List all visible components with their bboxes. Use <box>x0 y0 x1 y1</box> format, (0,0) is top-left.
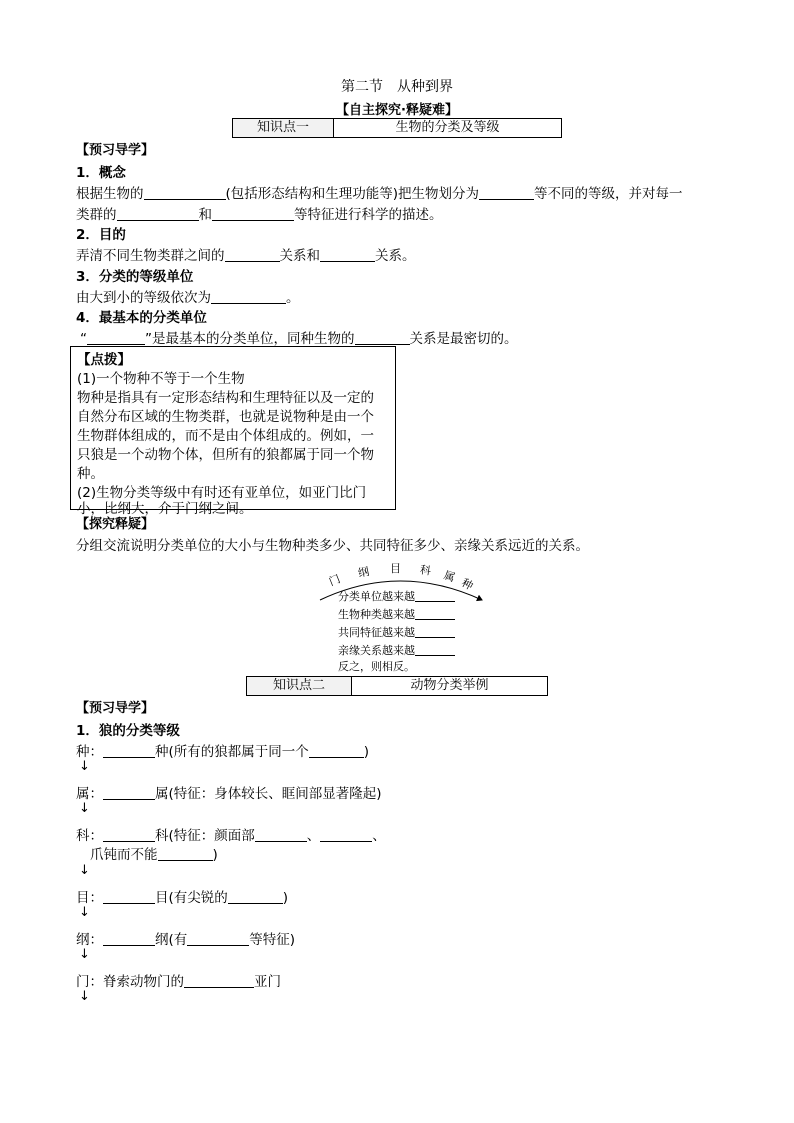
tip-heading: 【点拨】 <box>77 352 131 368</box>
fill-line <box>76 244 416 264</box>
knowledge-point-topic: 动物分类举例 <box>410 678 489 693</box>
fill-line <box>76 286 300 306</box>
text: 科(特征：颜面部 <box>155 828 255 844</box>
rank-line-family-cont <box>90 843 218 863</box>
text: 共同特征越来越 <box>338 626 415 639</box>
tip-line: 小，比纲大，介于门纲之间。 <box>77 501 253 517</box>
explore-text: 分组交流说明分类单位的大小与生物种类多少、共同特征多少、亲缘关系远近的关系。 <box>76 538 589 554</box>
text: ) <box>212 847 218 863</box>
answer-blank[interactable] <box>479 186 534 201</box>
down-arrow-icon: ↓ <box>79 947 90 962</box>
rank-line-order <box>76 886 288 906</box>
item-heading: 2．目的 <box>76 227 126 243</box>
text: 属(特征：身体较长、眶间部显著隆起) <box>155 786 382 802</box>
answer-blank[interactable] <box>117 207 199 222</box>
tip-box <box>70 346 396 517</box>
page-title: 第二节 从种到界 <box>341 79 453 95</box>
tip-line: 生物群体组成的，而不是由个体组成的。例如，一 <box>77 428 374 444</box>
item-heading: 3．分类的等级单位 <box>76 269 194 285</box>
text: 种(所有的狼都属于同一个 <box>155 744 309 760</box>
text: 由大到小的等级依次为 <box>76 290 211 306</box>
text: 门：脊索动物门的 <box>76 974 184 990</box>
text: 生物种类越来越 <box>338 608 415 621</box>
answer-blank[interactable] <box>103 828 155 843</box>
fill-line <box>76 203 443 223</box>
answer-blank[interactable] <box>309 744 364 759</box>
answer-blank[interactable] <box>211 290 286 305</box>
text: 科： <box>76 828 103 844</box>
arc-label: 目 <box>390 562 401 575</box>
tip-line: (1)一个物种不等于一个生物 <box>77 371 245 387</box>
section-heading-preview: 【预习导学】 <box>76 701 155 716</box>
text: 纲(有 <box>155 932 188 948</box>
answer-blank[interactable] <box>320 828 372 843</box>
answer-blank[interactable] <box>415 608 455 620</box>
answer-blank[interactable] <box>415 590 455 602</box>
diagram-line <box>338 588 455 604</box>
arc-label: 属 <box>442 568 457 585</box>
knowledge-point-label: 知识点二 <box>247 677 352 695</box>
text: 目： <box>76 890 103 906</box>
text: 类群的 <box>76 207 117 223</box>
knowledge-point-2-table <box>246 676 548 696</box>
tip-line: 物种是指具有一定形态结构和生理特征以及一定的 <box>77 390 374 406</box>
answer-blank[interactable] <box>187 932 249 947</box>
section-heading-explore: 【探究释疑】 <box>76 517 155 532</box>
text: 弄清不同生物类群之间的 <box>76 248 225 264</box>
answer-blank[interactable] <box>103 744 155 759</box>
tip-line: 自然分布区域的生物类群，也就是说物种是由一个 <box>77 409 374 425</box>
text: 。 <box>286 290 300 306</box>
rank-line-family <box>76 824 386 844</box>
text: 和 <box>198 207 212 223</box>
text: 等特征进行科学的描述。 <box>294 207 443 223</box>
text: 等不同的等级，并对每一 <box>534 186 683 202</box>
text: 关系。 <box>375 248 416 264</box>
answer-blank[interactable] <box>87 331 145 346</box>
arc-label: 种 <box>459 576 476 593</box>
answer-blank[interactable] <box>355 331 410 346</box>
item-heading: 4．最基本的分类单位 <box>76 310 207 326</box>
knowledge-point-1-table <box>232 118 562 138</box>
classification-diagram <box>310 560 500 672</box>
arc-label: 纲 <box>356 564 371 580</box>
diagram-line <box>338 606 455 622</box>
down-arrow-icon: ↓ <box>79 905 90 920</box>
text: 分类单位越来越 <box>338 590 415 603</box>
rank-line-species <box>76 740 369 760</box>
answer-blank[interactable] <box>103 786 155 801</box>
text: 亚门 <box>254 974 281 990</box>
answer-blank[interactable] <box>255 828 307 843</box>
tip-line: 种。 <box>77 466 104 482</box>
answer-blank[interactable] <box>103 890 155 905</box>
rank-line-phylum <box>76 970 281 990</box>
answer-blank[interactable] <box>212 207 294 222</box>
down-arrow-icon: ↓ <box>79 801 90 816</box>
page-subtitle: 【自主探究·释疑难】 <box>336 103 458 118</box>
text: ) <box>363 744 370 760</box>
tip-line: (2)生物分类等级中有时还有亚单位，如亚门比门 <box>77 485 367 501</box>
answer-blank[interactable] <box>320 248 375 263</box>
text: 、 <box>372 828 386 844</box>
answer-blank[interactable] <box>144 186 226 201</box>
answer-blank[interactable] <box>415 644 455 656</box>
fill-line <box>80 327 518 347</box>
diagram-line <box>338 624 455 640</box>
diagram-line: 反之，则相反。 <box>338 660 415 673</box>
answer-blank[interactable] <box>103 932 155 947</box>
knowledge-point-label: 知识点一 <box>233 119 334 137</box>
text: 、 <box>306 828 321 844</box>
answer-blank[interactable] <box>158 847 213 862</box>
arc-label: 门 <box>327 572 343 589</box>
answer-blank[interactable] <box>184 974 254 989</box>
fill-line <box>76 182 683 202</box>
text: ) <box>282 890 289 906</box>
text: ”是最基本的分类单位，同种生物的 <box>145 331 355 347</box>
text: (包括形态结构和生理功能等)把生物划分为 <box>225 186 480 202</box>
down-arrow-icon: ↓ <box>79 759 90 774</box>
text: 爪钝而不能 <box>90 847 158 863</box>
diagram-line <box>338 642 455 658</box>
arc-label: 科 <box>419 563 432 578</box>
down-arrow-icon: ↓ <box>79 863 90 878</box>
text: 亲缘关系越来越 <box>338 644 415 657</box>
down-arrow-icon: ↓ <box>79 989 90 1004</box>
text: 关系是最密切的。 <box>409 331 518 347</box>
rank-line-class <box>76 928 295 948</box>
text: 根据生物的 <box>76 186 144 202</box>
text: 属： <box>76 786 103 802</box>
text: 种： <box>76 744 103 760</box>
text: 纲： <box>76 932 103 948</box>
text: “ <box>80 331 87 347</box>
answer-blank[interactable] <box>228 890 283 905</box>
tip-line: 只狼是一个动物个体，但所有的狼都属于同一个物 <box>77 447 374 463</box>
rank-line-genus <box>76 782 382 802</box>
text: 等特征) <box>249 932 296 948</box>
answer-blank[interactable] <box>415 626 455 638</box>
item-heading: 1．概念 <box>76 165 126 181</box>
knowledge-point-topic: 生物的分类及等级 <box>395 120 500 135</box>
item-heading: 1．狼的分类等级 <box>76 723 180 739</box>
answer-blank[interactable] <box>225 248 280 263</box>
text: 目(有尖锐的 <box>155 890 228 906</box>
section-heading-preview: 【预习导学】 <box>76 143 155 158</box>
text: 关系和 <box>279 248 320 264</box>
